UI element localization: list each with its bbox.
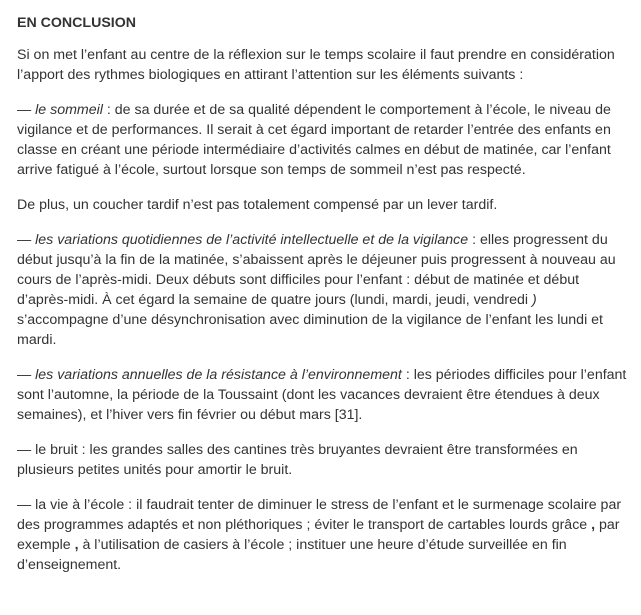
paragraph-text: Si on met l’enfant au centre de la réflexion sur le temps scolaire il faut prendre en considération l’apport des rythmes biologiques en attirant l’attention sur les éléments suivants : <box>17 47 615 83</box>
paragraph-text-continued: par exemple <box>17 517 620 553</box>
school-life-paragraph <box>17 495 630 575</box>
paragraph-text: — la vie à l’école : il faudrait tenter de diminuer le stress de l’enfant et le surmenage scolaire par des programmes adaptés et non pléthoriques ; éviter le transport de cartables lourds grâce <box>17 497 622 533</box>
daily-variations-paragraph <box>17 230 630 350</box>
bold-comma: , <box>70 537 83 553</box>
italic-term-annual-variations: les variations annuelles de la résistance à l’environnement <box>35 367 402 383</box>
paragraph-text: : les périodes difficiles pour l’enfant sont l’automne, la période de la Toussaint (dont les vacances devraient être étendues à deux semaines), et l’hiver vers fin février ou début mars [31]. <box>17 367 627 423</box>
paragraph-text: : de sa durée et de sa qualité dépendent le comportement à l’école, le niveau de vigilance et de performances. Il serait à cet égard important de retarder l’entrée des enfants en classe en créant une période intermédiaire d’activités calmes en début de matinée, car l’enfant arrive fatigué à l’école, surtout lorsque son temps de sommeil n’est pas respecté. <box>17 102 611 178</box>
paragraph-text: : elles progressent du début jusqu’à la fin de la matinée, s’abaissent après le déjeuner puis progressent à nouveau au cours de l’après-midi. Deux débuts sont difficiles pour l’enfant : début de matinée et début d’après-midi. À cet égard la semaine de quatre jours (lundi, mardi, jeudi, vendredi <box>17 232 616 308</box>
bedtime-paragraph <box>17 195 630 215</box>
italic-closing-paren: ) <box>528 292 537 308</box>
annual-variations-paragraph <box>17 365 630 425</box>
dash-prefix: — <box>17 232 36 248</box>
bold-comma: , <box>587 517 600 533</box>
italic-term-daily-variations: les variations quotidiennes de l’activité intellectuelle et de la vigilance <box>35 232 469 248</box>
italic-term-sleep: le sommeil <box>35 102 103 118</box>
intro-paragraph <box>17 45 630 85</box>
paragraph-text: — le bruit : les grandes salles des cantines très bruyantes devraient être transformées en plusieurs petites unités pour amortir le bruit. <box>17 442 578 478</box>
paragraph-text: De plus, un coucher tardif n’est pas totalement compensé par un lever tardif. <box>17 197 498 213</box>
noise-paragraph <box>17 440 630 480</box>
dash-prefix: — <box>17 102 36 118</box>
dash-prefix: — <box>17 367 36 383</box>
section-heading: EN CONCLUSION <box>17 15 137 31</box>
sleep-paragraph <box>17 100 630 180</box>
paragraph-text-end: à l’utilisation de casiers à l’école ; instituer une heure d’étude surveillée en fin d’enseignement. <box>17 537 567 573</box>
paragraph-text-continued: s’accompagne d’une désynchronisation avec diminution de la vigilance de l’enfant les lundi et mardi. <box>17 312 603 348</box>
